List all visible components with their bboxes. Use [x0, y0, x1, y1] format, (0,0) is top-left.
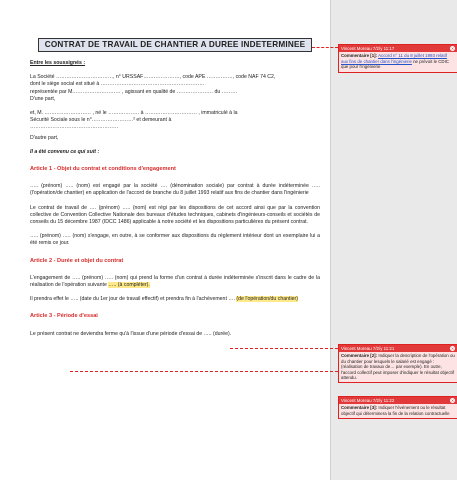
comment-1-author: Vincent Moreau 7/2/y 11:17: [341, 46, 395, 51]
comment-3-label: Commentaire [3]:: [341, 405, 378, 411]
comment-2-text: Indiquer la description de l'opération ou du chantier pour lesquels le salarié est engagé : (réalisation de travaux de… par exemple). En outre, l'accord collectif peut imposer d'indiquer le résultat objectif attendu.: [341, 353, 455, 381]
comment-2[interactable]: [338, 344, 457, 383]
article-1-paragraph-2[interactable]: Le contrat de travail de …. (prénom) ….. (nom) est régi par les dispositions de cet accord ainsi que par la convention collective de Convention Collective Nationale des bureaux d'études techniques, cabinets d'ingénieurs-conseils et sociétés de conseils du 15 décembre 1987 (IDCC 1486) applicable à notre société et les dispositions particulières du présent contrat.: [30, 204, 320, 226]
comment-1-leader: [312, 47, 338, 48]
comment-1[interactable]: [338, 44, 457, 73]
comment-1-link[interactable]: Accord n° 11 du 8 juillet 1993 relatif aux fins de chantier dans l'ingénierie: [341, 53, 447, 64]
salarie-line-1[interactable]: et, M. ……………………… , né le ……………… à ………………………… , immatriculé à la: [30, 110, 238, 117]
article-3-paragraph-1[interactable]: Le présent contrat ne deviendra ferme qu'à l'issue d'une période d'essai de ….. (durée).: [30, 330, 232, 337]
close-icon[interactable]: ✕: [450, 398, 455, 403]
comment-3-author: Vincent Moreau 7/2/y 11:22: [341, 398, 395, 403]
salarie-line-2[interactable]: Sécurité Sociale sous le n°……………………² et demeurant à: [30, 117, 172, 124]
societe-line-3[interactable]: représentée par M.……………………… , agissant en qualité de ………………… du ………: [30, 88, 238, 95]
highlight-operation[interactable]: ….. (à compléter).: [108, 282, 150, 289]
convenu-heading: Il a été convenu ce qui suit :: [30, 148, 100, 155]
close-icon[interactable]: ✕: [450, 346, 455, 351]
article-2-title: Article 2 - Durée et objet du contrat: [30, 257, 124, 264]
close-icon[interactable]: ✕: [450, 46, 455, 51]
comment-3-text: Indiquer l'événement ou le résultat objectif qui déterminera la fin de la relation contractuelle: [341, 405, 450, 416]
article-2-paragraph-2[interactable]: [30, 296, 320, 303]
comment-2-label: Commentaire [2]:: [341, 353, 378, 359]
comment-1-label: Commentaire [1]:: [341, 53, 378, 59]
article-2-text-1: L'engagement de ….. (prénom) ….. (nom) qui prend la forme d'un contrat à durée indéterminée s'inscrit dans le cadre de la réalisation de l'opération suivante: [30, 274, 320, 289]
document-title[interactable]: CONTRAT DE TRAVAIL DE CHANTIER A DUREE INDETERMINEE: [38, 38, 312, 52]
societe-line-1[interactable]: La Société ……………………………, n° URSSAF…………………, code APE ……………, code NAF 74 C2,: [30, 74, 276, 81]
article-3-title: Article 3 - Période d'essai: [30, 313, 98, 320]
article-1-paragraph-3[interactable]: ….. (prénom) ….. (nom) s'engage, en outre, à se conformer aux dispositions du règlement intérieur dont un exemplaire lui a été remis ce jour.: [30, 233, 320, 247]
comment-3[interactable]: [338, 396, 457, 419]
societe-line-2[interactable]: dont le siège social est situé à ……………………………………………………: [30, 81, 205, 88]
parties-heading: Entre les soussignés :: [30, 60, 86, 66]
salarie-line-4: D'autre part,: [30, 134, 59, 141]
comment-3-leader: [70, 371, 338, 372]
document-body[interactable]: [30, 38, 320, 345]
societe-line-4: D'une part,: [30, 95, 56, 102]
article-2-text-2: Il prendra effet le ….. (date du 1er jour de travail effectif) et prendra fin à l'achèvement ….: [30, 296, 237, 303]
highlight-fin-chantier[interactable]: (de l'opération/du chantier): [236, 296, 298, 303]
comment-2-leader: [230, 348, 338, 349]
salarie-line-3[interactable]: ……………………………………………: [30, 124, 119, 131]
article-1-paragraph-1[interactable]: ….. (prénom) ….. (nom) est engagé par la société …. (dénomination sociale) par contrat à durée indéterminée ….. (l'opération/de chantier) en application de l'accord de branche du 8 juillet 1993 relatif aux fins de chantier dans l'ingénierie: [30, 183, 320, 197]
article-2-paragraph-1[interactable]: [30, 275, 320, 289]
comment-1-text: ne prévoit le CDIC que pour l'ingénierie: [341, 58, 449, 70]
article-1-title: Article 1 - Objet du contrat et conditions d'engagement: [30, 166, 176, 173]
comment-2-author: Vincent Moreau 7/2/y 11:21: [341, 346, 395, 351]
